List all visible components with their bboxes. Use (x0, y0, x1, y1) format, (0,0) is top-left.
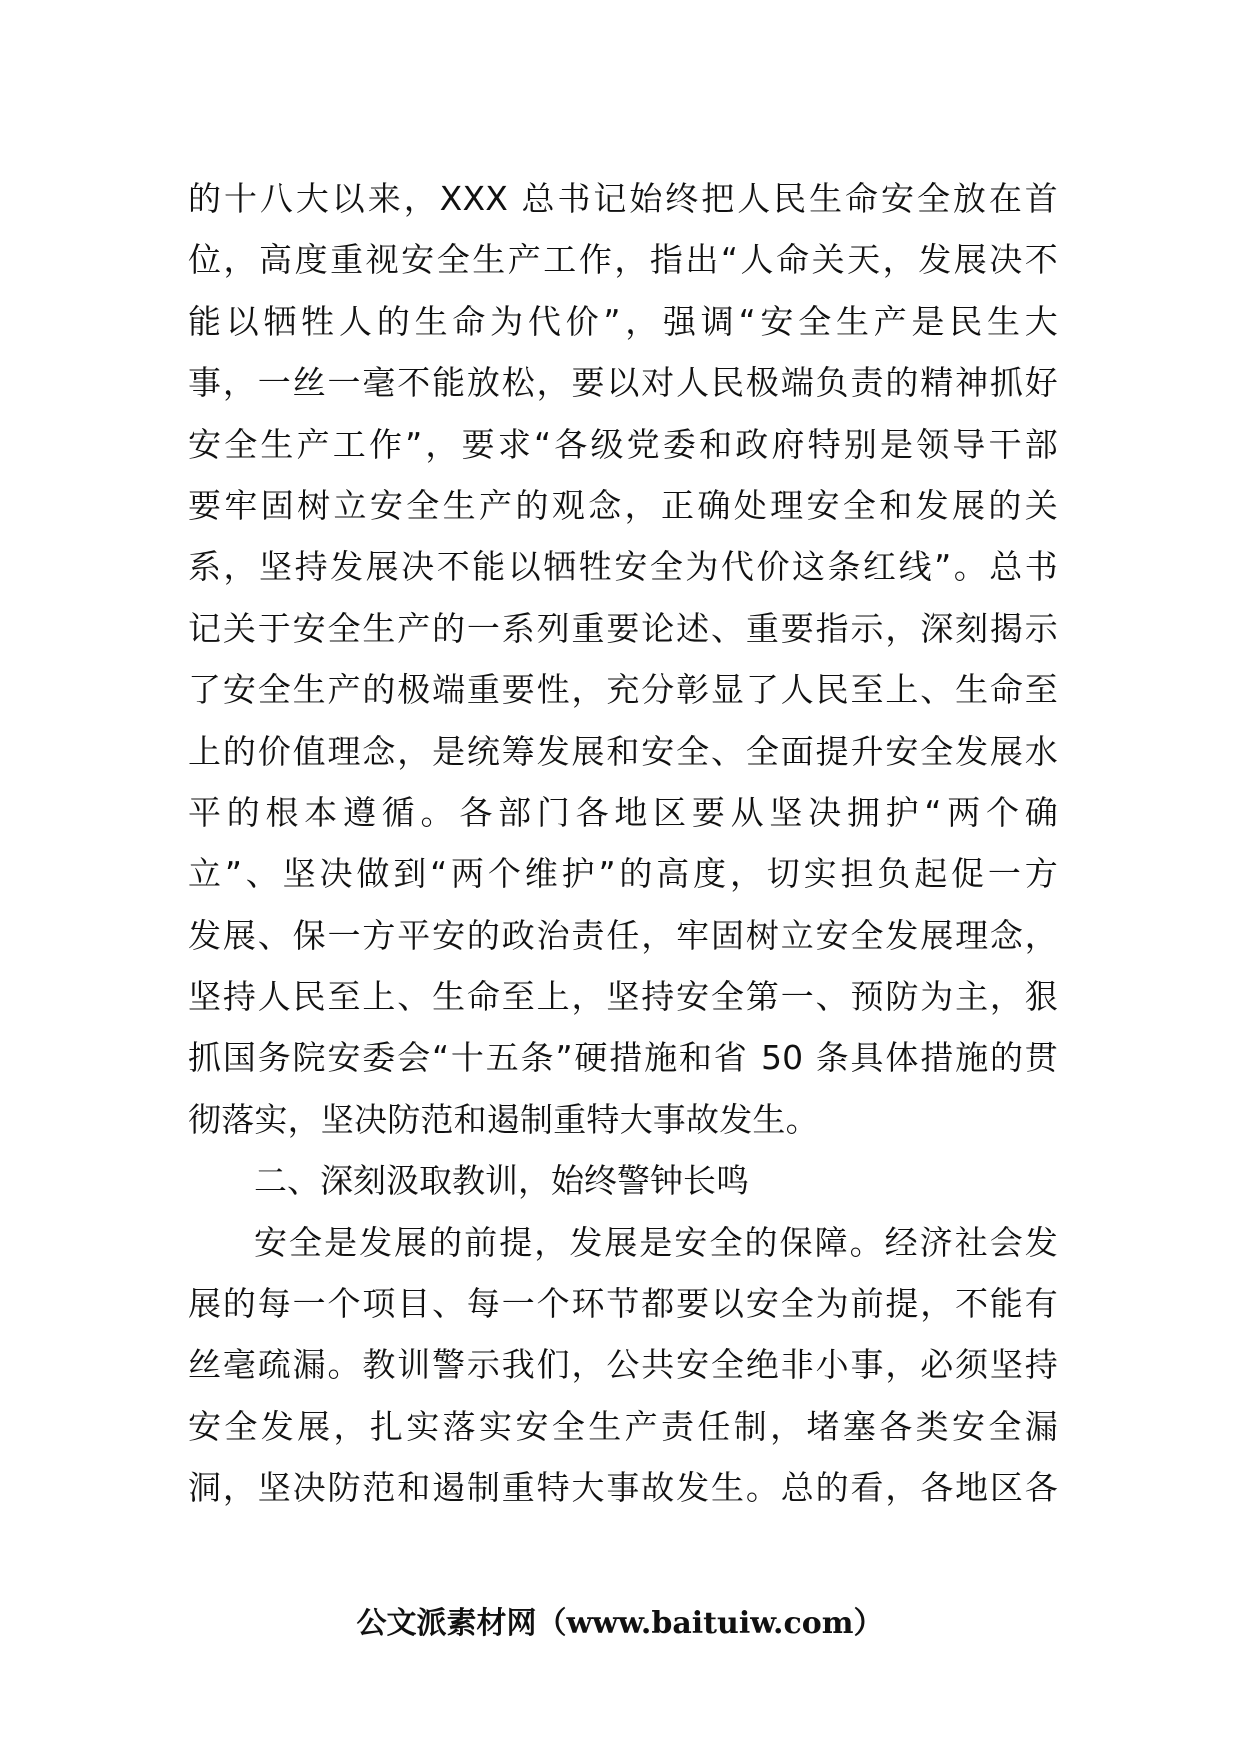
section-heading: 二、深刻汲取教训，始终警钟长鸣 (254, 1161, 749, 1201)
body-line: 上的价值理念，是统筹发展和安全、全面提升安全发展水 (188, 731, 1058, 771)
body-line: 安全是发展的前提，发展是安全的保障。经济社会发 (254, 1222, 1058, 1262)
body-line: 立”、坚决做到“两个维护”的高度，切实担负起促一方 (188, 854, 1058, 894)
body-line: 记关于安全生产的一系列重要论述、重要指示，深刻揭示 (188, 608, 1058, 648)
body-line: 丝毫疏漏。教训警示我们，公共安全绝非小事，必须坚持 (188, 1345, 1058, 1385)
page-footer: 公文派素材网（www.baituiw.com） (356, 1606, 884, 1641)
body-line: 彻落实，坚决防范和遏制重特大事故发生。 (188, 1099, 819, 1139)
body-line: 平的根本遵循。各部门各地区要从坚决拥护“两个确 (188, 792, 1058, 832)
body-line: 坚持人民至上、生命至上，坚持安全第一、预防为主，狠 (188, 977, 1058, 1017)
body-line: 发展、保一方平安的政治责任，牢固树立安全发展理念， (188, 915, 1058, 955)
body-line: 系，坚持发展决不能以牺牲安全为代价这条红线”。总书 (188, 547, 1058, 587)
body-line: 事，一丝一毫不能放松，要以对人民极端负责的精神抓好 (188, 363, 1058, 403)
document-body (188, 168, 1058, 1519)
body-line: 位，高度重视安全生产工作，指出“人命关天，发展决不 (188, 240, 1058, 280)
body-line: 的十八大以来，XXX 总书记始终把人民生命安全放在首 (188, 179, 1058, 218)
body-line: 展的每一个项目、每一个环节都要以安全为前提，不能有 (188, 1284, 1058, 1324)
body-line: 抓国务院安委会“十五条”硬措施和省 50 条具体措施的贯 (188, 1038, 1058, 1078)
body-line: 能以牺牲人的生命为代价”，强调“安全生产是民生大 (188, 301, 1058, 341)
body-line: 安全生产工作”，要求“各级党委和政府特别是领导干部 (188, 424, 1058, 464)
body-line: 安全发展，扎实落实安全生产责任制，堵塞各类安全漏 (188, 1406, 1058, 1446)
body-line: 要牢固树立安全生产的观念，正确处理安全和发展的关 (188, 485, 1058, 525)
body-line: 了安全生产的极端重要性，充分彰显了人民至上、生命至 (188, 670, 1058, 710)
body-line: 洞，坚决防范和遏制重特大事故发生。总的看，各地区各 (188, 1468, 1058, 1508)
